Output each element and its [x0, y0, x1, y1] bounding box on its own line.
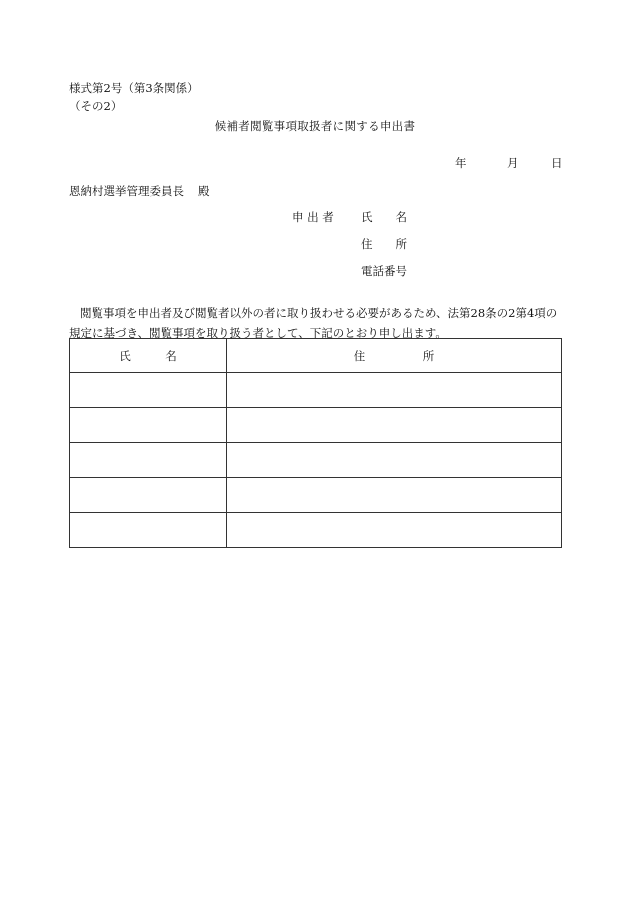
name-cell[interactable] — [70, 443, 227, 478]
address-cell[interactable] — [227, 513, 562, 548]
applicant-address-label: 住 所 — [361, 237, 407, 251]
date-year-label: 年 — [455, 156, 467, 170]
addressee-name: 恩納村選挙管理委員長 — [69, 184, 184, 198]
name-cell[interactable] — [70, 373, 227, 408]
form-subtitle: （その2） — [69, 99, 123, 113]
column-header-address: 住 所 — [227, 339, 562, 373]
name-cell[interactable] — [70, 513, 227, 548]
addressee — [69, 185, 210, 199]
form-number: 様式第2号（第3条関係） — [69, 81, 199, 95]
table-row — [70, 513, 562, 548]
table-row — [70, 408, 562, 443]
addressee-honorific: 殿 — [198, 184, 210, 198]
column-header-name: 氏 名 — [70, 339, 227, 373]
applicant-phone-label: 電話番号 — [361, 264, 407, 278]
address-cell[interactable] — [227, 478, 562, 513]
table-header-row — [70, 339, 562, 373]
table-row — [70, 478, 562, 513]
applicant-label: 申 出 者 — [292, 210, 334, 224]
name-cell[interactable] — [70, 408, 227, 443]
name-cell[interactable] — [70, 478, 227, 513]
applicant-name-label: 氏 名 — [361, 210, 407, 224]
address-cell[interactable] — [227, 373, 562, 408]
document-title: 候補者閲覧事項取扱者に関する申出書 — [214, 119, 416, 133]
table-row — [70, 443, 562, 478]
address-cell[interactable] — [227, 408, 562, 443]
table-row — [70, 373, 562, 408]
handler-table — [69, 338, 562, 548]
date-day-label: 日 — [551, 156, 563, 170]
body-paragraph: 閲覧事項を申出者及び閲覧者以外の者に取り扱わせる必要があるため、法第28条の2第4項の規定に基づき、閲覧事項を取り扱う者として、下記のとおり申し出ます。 — [69, 306, 558, 340]
date-month-label: 月 — [507, 156, 519, 170]
address-cell[interactable] — [227, 443, 562, 478]
